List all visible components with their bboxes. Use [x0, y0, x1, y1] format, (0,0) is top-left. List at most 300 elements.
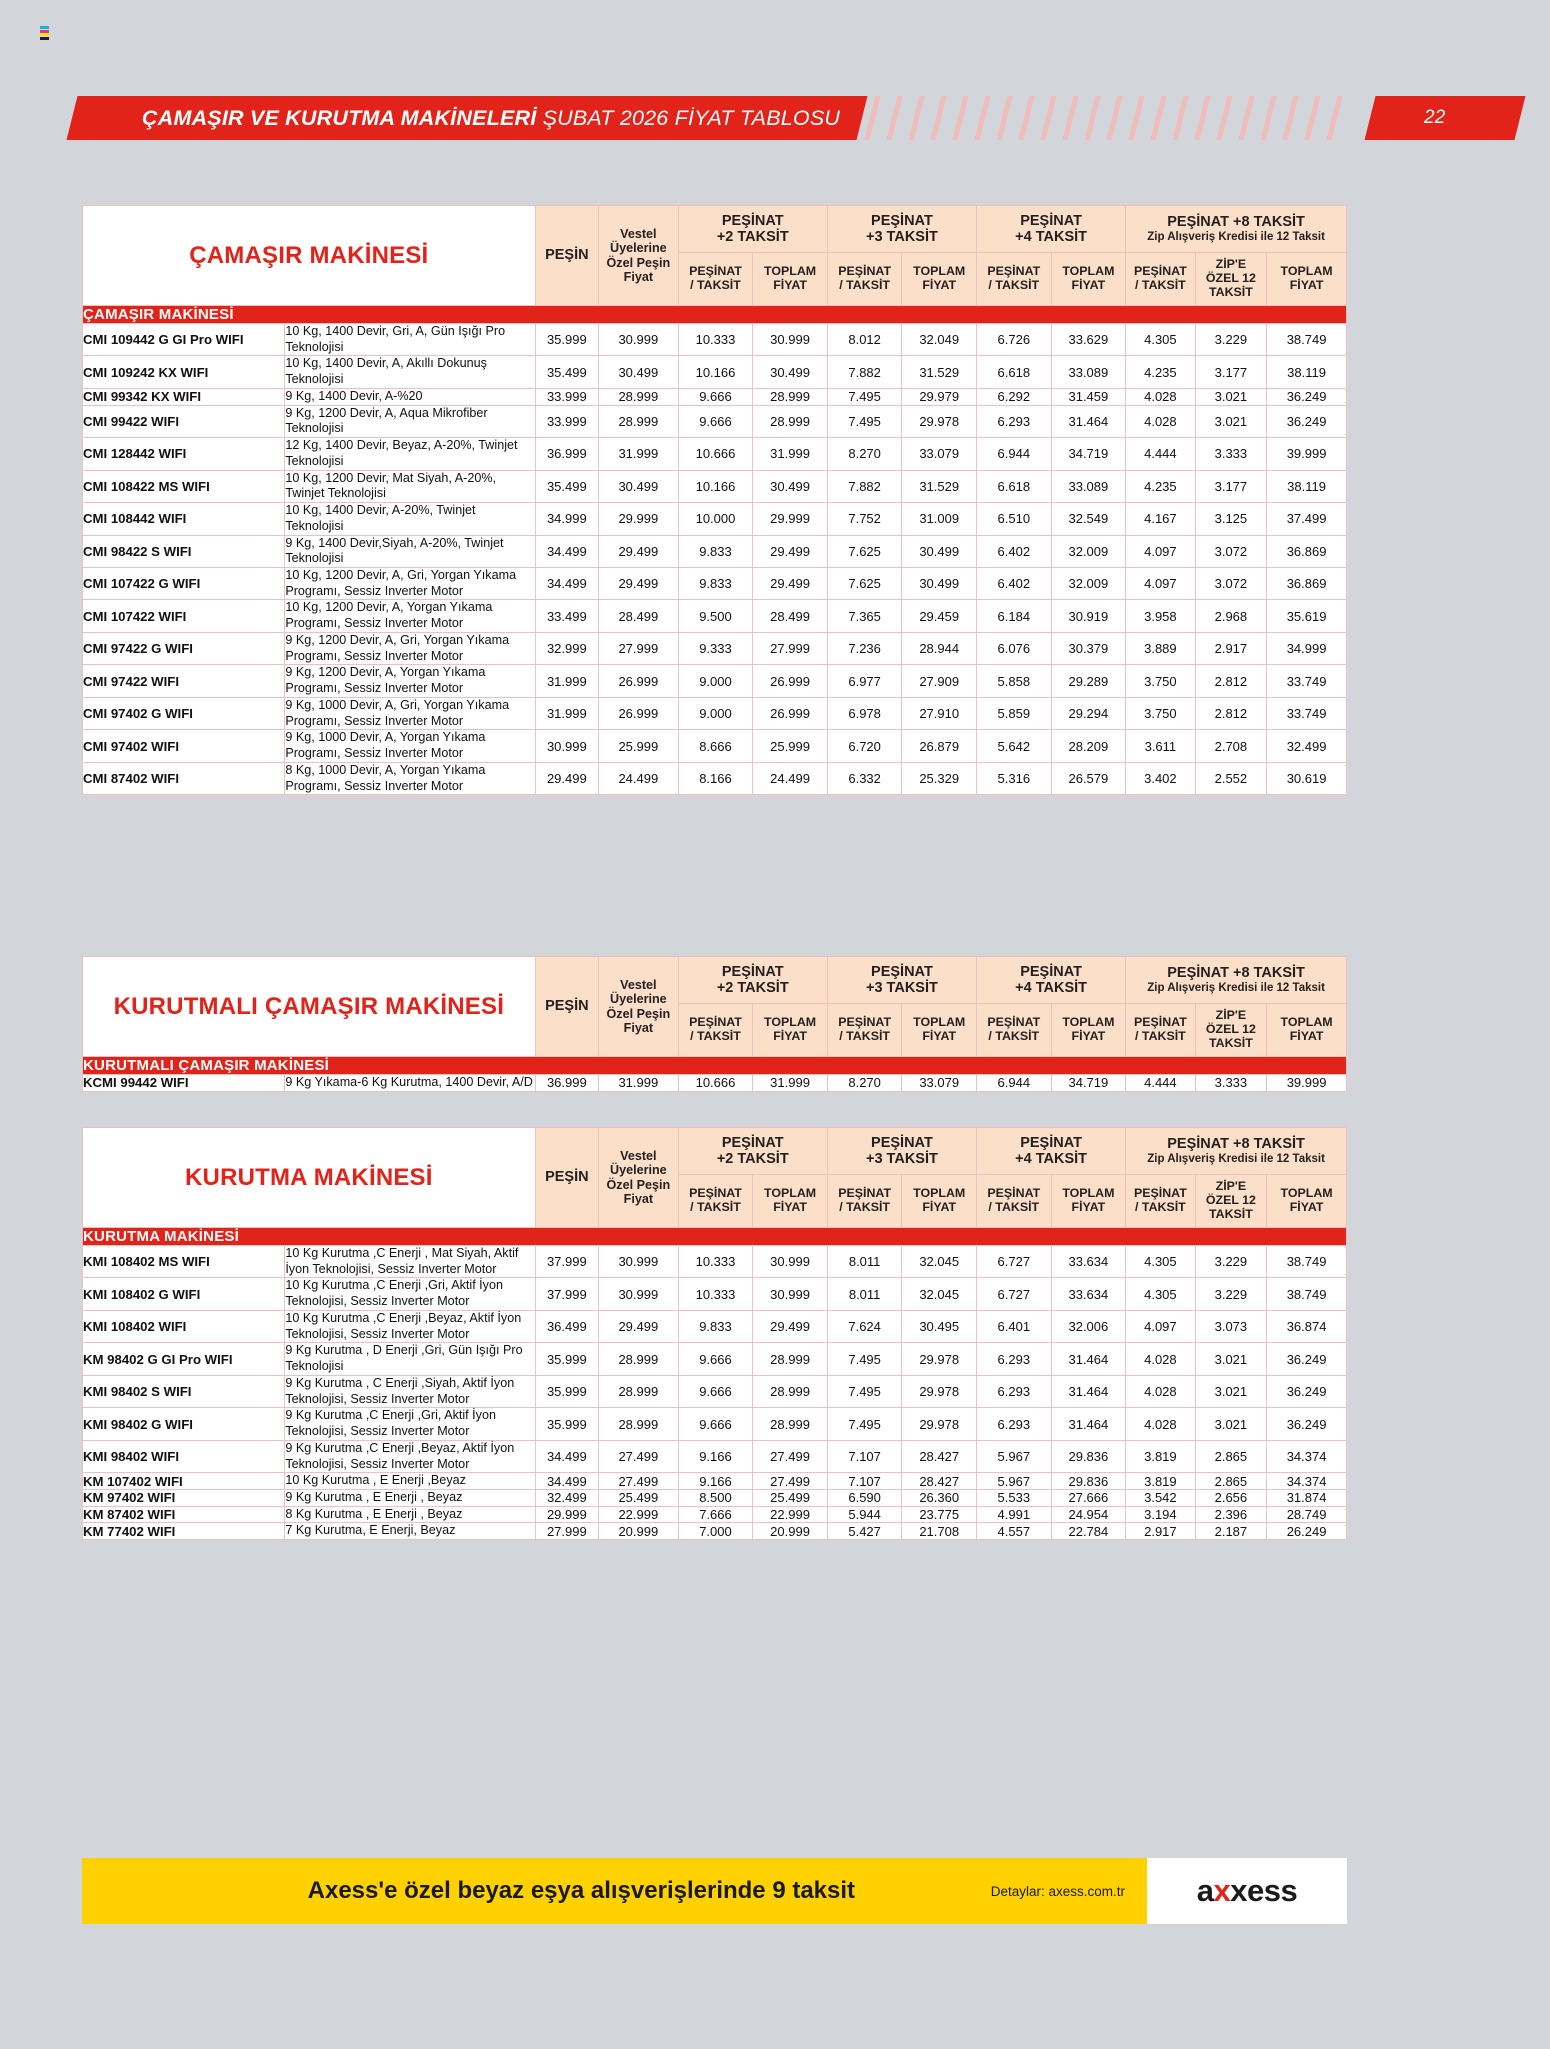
banner-stripe: [1150, 96, 1168, 140]
banner-stripe: [864, 96, 882, 140]
product-model: CMI 128442 WIFI: [83, 438, 285, 470]
price-2-taksit-installment: 9.000: [678, 665, 753, 697]
product-description: 9 Kg, 1200 Devir, A, Aqua Mikrofiber Teknolojisi: [285, 405, 535, 437]
product-description: 10 Kg, 1400 Devir, Gri, A, Gün Işığı Pro Teknolojisi: [285, 324, 535, 356]
price-2-taksit-total: 28.999: [753, 1375, 828, 1407]
price-4-taksit-total: 32.006: [1051, 1310, 1126, 1342]
price-8-taksit-total: 37.499: [1267, 503, 1347, 535]
price-3-taksit-installment: 6.978: [827, 697, 902, 729]
price-pesin: 33.999: [535, 388, 598, 405]
price-4-taksit-installment: 6.402: [977, 535, 1052, 567]
price-2-taksit-installment: 9.166: [678, 1473, 753, 1490]
price-2-taksit-installment: 9.833: [678, 568, 753, 600]
price-8-taksit-installment: 3.750: [1126, 665, 1195, 697]
price-zip-ozel-12: 3.229: [1195, 324, 1267, 356]
price-8-taksit-total: 30.619: [1267, 762, 1347, 794]
price-2-taksit-installment: 9.833: [678, 535, 753, 567]
price-pesin: 30.999: [535, 730, 598, 762]
price-4-taksit-installment: 6.184: [977, 600, 1052, 632]
price-vestel-ozel: 20.999: [599, 1523, 679, 1540]
price-2-taksit-installment: 10.333: [678, 1278, 753, 1310]
price-4-taksit-total: 31.464: [1051, 1343, 1126, 1375]
product-model: CMI 87402 WIFI: [83, 762, 285, 794]
price-4-taksit-installment: 6.727: [977, 1278, 1052, 1310]
price-3-taksit-total: 28.427: [902, 1440, 977, 1472]
registration-marks-icon: [40, 26, 50, 40]
axess-logo-rest: xess: [1230, 1873, 1298, 1908]
column-group-pesinat-2-taksit: PEŞİNAT +2 TAKSİT: [678, 1128, 827, 1175]
price-4-taksit-total: 32.009: [1051, 568, 1126, 600]
price-2-taksit-installment: 8.666: [678, 730, 753, 762]
product-model: CMI 97422 WIFI: [83, 665, 285, 697]
product-model: CMI 109442 G GI Pro WIFI: [83, 324, 285, 356]
price-3-taksit-total: 30.499: [902, 568, 977, 600]
price-8-taksit-installment: 3.958: [1126, 600, 1195, 632]
product-model: CMI 109242 KX WIFI: [83, 356, 285, 388]
page-header-banner: [0, 96, 1550, 156]
table-body: [83, 1228, 1347, 1540]
price-8-taksit-total: 33.749: [1267, 697, 1347, 729]
price-pesin: 31.999: [535, 697, 598, 729]
price-2-taksit-total: 25.999: [753, 730, 828, 762]
banner-stripe: [1238, 96, 1256, 140]
product-description: 9 Kg Kurutma , C Enerji ,Siyah, Aktif İyon Teknolojisi, Sessiz Inverter Motor: [285, 1375, 535, 1407]
column-group-pesinat-8-taksit: PEŞİNAT +8 TAKSİT Zip Alışveriş Kredisi ile 12 Taksit: [1126, 957, 1347, 1004]
column-header-pesin: PEŞİN: [535, 206, 598, 306]
price-2-taksit-total: 26.999: [753, 665, 828, 697]
price-3-taksit-installment: 7.107: [827, 1440, 902, 1472]
price-2-taksit-total: 28.999: [753, 388, 828, 405]
price-2-taksit-total: 30.499: [753, 470, 828, 502]
price-8-taksit-total: 32.499: [1267, 730, 1347, 762]
banner-stripe: [908, 96, 926, 140]
price-8-taksit-installment: 3.819: [1126, 1440, 1195, 1472]
product-description: 10 Kg Kurutma ,C Enerji ,Beyaz, Aktif İyon Teknolojisi, Sessiz Inverter Motor: [285, 1310, 535, 1342]
price-8-taksit-total: 36.249: [1267, 1343, 1347, 1375]
axess-logo: [1197, 1873, 1297, 1909]
column-header-subcolumn-toplam-fiyat-2: TOPLAM FİYAT: [753, 253, 828, 306]
price-2-taksit-installment: 9.666: [678, 1375, 753, 1407]
price-table-2: [82, 956, 1347, 1092]
table-row: [83, 1523, 1347, 1540]
price-8-taksit-total: 36.869: [1267, 535, 1347, 567]
table-title: KURUTMALI ÇAMAŞIR MAKİNESİ: [83, 957, 536, 1057]
price-3-taksit-installment: 8.270: [827, 1075, 902, 1092]
table-row: [83, 632, 1347, 664]
product-description: 9 Kg Kurutma ,C Enerji ,Beyaz, Aktif İyon Teknolojisi, Sessiz Inverter Motor: [285, 1440, 535, 1472]
column-header-subcolumn-pesinat-taksit-8: PEŞİNAT / TAKSİT: [1126, 253, 1195, 306]
price-4-taksit-total: 29.294: [1051, 697, 1126, 729]
price-8-taksit-total: 36.249: [1267, 405, 1347, 437]
price-zip-ozel-12: 2.917: [1195, 632, 1267, 664]
banner-stripe: [1260, 96, 1278, 140]
price-3-taksit-total: 31.009: [902, 503, 977, 535]
price-4-taksit-total: 26.579: [1051, 762, 1126, 794]
price-pesin: 35.999: [535, 1343, 598, 1375]
product-model: KM 77402 WIFI: [83, 1523, 285, 1540]
product-description: 9 Kg, 1200 Devir, A, Yorgan Yıkama Programı, Sessiz Inverter Motor: [285, 665, 535, 697]
price-2-taksit-installment: 10.166: [678, 356, 753, 388]
table-row: [83, 1375, 1347, 1407]
price-3-taksit-installment: 8.011: [827, 1278, 902, 1310]
table-row: [83, 1473, 1347, 1490]
product-model: CMI 107422 G WIFI: [83, 568, 285, 600]
price-3-taksit-total: 21.708: [902, 1523, 977, 1540]
banner-stripe: [1040, 96, 1058, 140]
price-3-taksit-total: 29.979: [902, 388, 977, 405]
price-4-taksit-total: 33.089: [1051, 470, 1126, 502]
column-header-subcolumn-zipe-ozel-12-taksit: ZİP'E ÖZEL 12 TAKSİT: [1195, 1004, 1267, 1057]
price-4-taksit-installment: 6.293: [977, 1343, 1052, 1375]
header-row-groups: [83, 1128, 1347, 1175]
product-description: 10 Kg Kurutma , E Enerji ,Beyaz: [285, 1473, 535, 1490]
price-4-taksit-total: 32.549: [1051, 503, 1126, 535]
price-vestel-ozel: 26.999: [599, 665, 679, 697]
price-4-taksit-installment: 5.858: [977, 665, 1052, 697]
column-header-vestel-ozel-pesin: Vestel Üyelerine Özel Peşin Fiyat: [599, 957, 679, 1057]
price-3-taksit-installment: 7.882: [827, 470, 902, 502]
price-4-taksit-total: 33.634: [1051, 1246, 1126, 1278]
price-2-taksit-installment: 9.666: [678, 1408, 753, 1440]
product-model: CMI 99422 WIFI: [83, 405, 285, 437]
price-zip-ozel-12: 2.812: [1195, 697, 1267, 729]
table-row: [83, 356, 1347, 388]
section-header-row: [83, 1228, 1347, 1246]
price-zip-ozel-12: 3.229: [1195, 1246, 1267, 1278]
table-body: [83, 306, 1347, 795]
banner-stripe: [930, 96, 948, 140]
price-8-taksit-total: 38.749: [1267, 324, 1347, 356]
price-3-taksit-total: 28.427: [902, 1473, 977, 1490]
price-vestel-ozel: 30.999: [599, 1278, 679, 1310]
price-4-taksit-installment: 6.293: [977, 1408, 1052, 1440]
price-4-taksit-installment: 6.076: [977, 632, 1052, 664]
product-model: CMI 97402 G WIFI: [83, 697, 285, 729]
banner-stripe: [974, 96, 992, 140]
product-description: 7 Kg Kurutma, E Enerji, Beyaz: [285, 1523, 535, 1540]
axess-detail-link[interactable]: Detaylar: axess.com.tr: [990, 1883, 1125, 1899]
price-3-taksit-installment: 7.495: [827, 1343, 902, 1375]
price-3-taksit-installment: 7.624: [827, 1310, 902, 1342]
price-3-taksit-total: 33.079: [902, 1075, 977, 1092]
product-description: 9 Kg Kurutma , E Enerji , Beyaz: [285, 1490, 535, 1507]
product-description: 8 Kg Kurutma , E Enerji , Beyaz: [285, 1506, 535, 1523]
price-zip-ozel-12: 3.333: [1195, 1075, 1267, 1092]
product-model: KMI 108402 MS WIFI: [83, 1246, 285, 1278]
price-2-taksit-total: 27.499: [753, 1440, 828, 1472]
axess-promo-message: Axess'e özel beyaz eşya alışverişlerinde 9 taksit: [307, 1877, 856, 1904]
price-8-taksit-installment: 4.097: [1126, 535, 1195, 567]
price-vestel-ozel: 29.499: [599, 535, 679, 567]
price-pesin: 35.499: [535, 356, 598, 388]
price-4-taksit-total: 34.719: [1051, 438, 1126, 470]
price-pesin: 36.499: [535, 1310, 598, 1342]
price-4-taksit-installment: 5.967: [977, 1440, 1052, 1472]
price-4-taksit-installment: 6.402: [977, 568, 1052, 600]
price-vestel-ozel: 31.999: [599, 438, 679, 470]
banner-stripe: [1194, 96, 1212, 140]
price-2-taksit-total: 29.499: [753, 535, 828, 567]
banner-stripe: [952, 96, 970, 140]
price-4-taksit-total: 31.464: [1051, 405, 1126, 437]
column-header-vestel-ozel-pesin: Vestel Üyelerine Özel Peşin Fiyat: [599, 1128, 679, 1228]
price-4-taksit-total: 31.464: [1051, 1408, 1126, 1440]
section-header-label: KURUTMALI ÇAMAŞIR MAKİNESİ: [83, 1057, 1347, 1075]
price-3-taksit-total: 29.459: [902, 600, 977, 632]
price-3-taksit-total: 29.978: [902, 1343, 977, 1375]
price-3-taksit-installment: 7.495: [827, 388, 902, 405]
table-header: [83, 957, 1347, 1057]
price-3-taksit-installment: 8.011: [827, 1246, 902, 1278]
price-vestel-ozel: 29.499: [599, 1310, 679, 1342]
price-3-taksit-installment: 5.427: [827, 1523, 902, 1540]
price-8-taksit-installment: 4.097: [1126, 568, 1195, 600]
price-4-taksit-total: 31.459: [1051, 388, 1126, 405]
product-description: 10 Kg, 1200 Devir, Mat Siyah, A-20%, Twinjet Teknolojisi: [285, 470, 535, 502]
price-3-taksit-total: 26.879: [902, 730, 977, 762]
section-header-row: [83, 1057, 1347, 1075]
price-8-taksit-total: 34.999: [1267, 632, 1347, 664]
column-header-subcolumn-toplam-fiyat-3: TOPLAM FİYAT: [902, 1175, 977, 1228]
price-4-taksit-total: 33.629: [1051, 324, 1126, 356]
price-8-taksit-total: 36.249: [1267, 388, 1347, 405]
column-header-subcolumn-pesinat-taksit-4: PEŞİNAT / TAKSİT: [977, 1175, 1052, 1228]
price-8-taksit-installment: 4.444: [1126, 1075, 1195, 1092]
price-3-taksit-total: 30.495: [902, 1310, 977, 1342]
column-header-subcolumn-toplam-fiyat-8: TOPLAM FİYAT: [1267, 1175, 1347, 1228]
column-header-subcolumn-pesinat-taksit-4: PEŞİNAT / TAKSİT: [977, 1004, 1052, 1057]
banner-stripe: [996, 96, 1014, 140]
price-3-taksit-total: 32.045: [902, 1278, 977, 1310]
price-8-taksit-installment: 4.444: [1126, 438, 1195, 470]
price-zip-ozel-12: 3.229: [1195, 1278, 1267, 1310]
column-group-pesinat-8-taksit: PEŞİNAT +8 TAKSİT Zip Alışveriş Kredisi ile 12 Taksit: [1126, 206, 1347, 253]
product-description: 9 Kg, 1000 Devir, A, Gri, Yorgan Yıkama Programı, Sessiz Inverter Motor: [285, 697, 535, 729]
price-2-taksit-installment: 9.000: [678, 697, 753, 729]
price-2-taksit-total: 29.499: [753, 1310, 828, 1342]
price-zip-ozel-12: 3.333: [1195, 438, 1267, 470]
column-header-subcolumn-zipe-ozel-12-taksit: ZİP'E ÖZEL 12 TAKSİT: [1195, 253, 1267, 306]
table-body: [83, 1057, 1347, 1092]
price-2-taksit-total: 31.999: [753, 1075, 828, 1092]
table-row: [83, 405, 1347, 437]
banner-stripe: [1304, 96, 1322, 140]
price-vestel-ozel: 28.999: [599, 1408, 679, 1440]
price-2-taksit-installment: 7.000: [678, 1523, 753, 1540]
banner-stripe: [1106, 96, 1124, 140]
price-8-taksit-installment: 2.917: [1126, 1523, 1195, 1540]
price-zip-ozel-12: 3.021: [1195, 388, 1267, 405]
price-vestel-ozel: 30.999: [599, 1246, 679, 1278]
price-8-taksit-installment: 3.819: [1126, 1473, 1195, 1490]
table-row: [83, 1506, 1347, 1523]
price-2-taksit-total: 27.999: [753, 632, 828, 664]
price-2-taksit-total: 22.999: [753, 1506, 828, 1523]
price-3-taksit-total: 25.329: [902, 762, 977, 794]
axess-logo-x: x: [1213, 1873, 1231, 1908]
product-description: 9 Kg, 1200 Devir, A, Gri, Yorgan Yıkama Programı, Sessiz Inverter Motor: [285, 632, 535, 664]
axess-promo-banner: [82, 1858, 1347, 1924]
price-4-taksit-installment: 6.944: [977, 438, 1052, 470]
price-zip-ozel-12: 3.073: [1195, 1310, 1267, 1342]
price-8-taksit-installment: 3.194: [1126, 1506, 1195, 1523]
table-row: [83, 600, 1347, 632]
price-vestel-ozel: 30.999: [599, 324, 679, 356]
price-8-taksit-installment: 4.305: [1126, 1246, 1195, 1278]
price-3-taksit-installment: 6.332: [827, 762, 902, 794]
column-group-pesinat-4-taksit: PEŞİNAT +4 TAKSİT: [977, 957, 1126, 1004]
price-3-taksit-installment: 7.107: [827, 1473, 902, 1490]
price-3-taksit-installment: 7.625: [827, 568, 902, 600]
price-2-taksit-installment: 10.000: [678, 503, 753, 535]
price-pesin: 37.999: [535, 1278, 598, 1310]
price-vestel-ozel: 25.999: [599, 730, 679, 762]
table-header: [83, 206, 1347, 306]
price-8-taksit-total: 39.999: [1267, 1075, 1347, 1092]
price-4-taksit-installment: 6.293: [977, 1375, 1052, 1407]
price-pesin: 35.499: [535, 470, 598, 502]
price-2-taksit-total: 28.999: [753, 1343, 828, 1375]
price-2-taksit-total: 30.999: [753, 1246, 828, 1278]
product-description: 9 Kg Yıkama-6 Kg Kurutma, 1400 Devir, A/D: [285, 1075, 535, 1092]
price-vestel-ozel: 28.999: [599, 405, 679, 437]
table-row: [83, 762, 1347, 794]
price-2-taksit-installment: 9.666: [678, 388, 753, 405]
price-2-taksit-total: 30.999: [753, 324, 828, 356]
column-group-pesinat-3-taksit: PEŞİNAT +3 TAKSİT: [827, 206, 976, 253]
price-pesin: 27.999: [535, 1523, 598, 1540]
price-zip-ozel-12: 2.552: [1195, 762, 1267, 794]
price-vestel-ozel: 30.499: [599, 356, 679, 388]
table-row: [83, 388, 1347, 405]
price-4-taksit-total: 29.836: [1051, 1440, 1126, 1472]
price-3-taksit-total: 23.775: [902, 1506, 977, 1523]
price-8-taksit-total: 26.249: [1267, 1523, 1347, 1540]
product-description: 10 Kg, 1400 Devir, A-20%, Twinjet Teknolojisi: [285, 503, 535, 535]
price-3-taksit-total: 31.529: [902, 470, 977, 502]
price-8-taksit-installment: 4.305: [1126, 1278, 1195, 1310]
price-vestel-ozel: 28.999: [599, 1343, 679, 1375]
price-4-taksit-installment: 6.292: [977, 388, 1052, 405]
column-header-pesin: PEŞİN: [535, 1128, 598, 1228]
price-8-taksit-total: 28.749: [1267, 1506, 1347, 1523]
column-header-subcolumn-toplam-fiyat-2: TOPLAM FİYAT: [753, 1175, 828, 1228]
price-2-taksit-installment: 10.333: [678, 324, 753, 356]
product-description: 10 Kg, 1400 Devir, A, Akıllı Dokunuş Teknolojisi: [285, 356, 535, 388]
price-4-taksit-installment: 4.991: [977, 1506, 1052, 1523]
price-2-taksit-installment: 9.166: [678, 1440, 753, 1472]
table-row: [83, 1310, 1347, 1342]
column-header-subcolumn-toplam-fiyat-3: TOPLAM FİYAT: [902, 253, 977, 306]
price-2-taksit-total: 27.499: [753, 1473, 828, 1490]
price-vestel-ozel: 26.999: [599, 697, 679, 729]
price-vestel-ozel: 27.499: [599, 1440, 679, 1472]
price-8-taksit-total: 38.119: [1267, 356, 1347, 388]
price-2-taksit-total: 29.499: [753, 568, 828, 600]
price-3-taksit-installment: 7.236: [827, 632, 902, 664]
table-row: [83, 1246, 1347, 1278]
price-8-taksit-total: 38.749: [1267, 1246, 1347, 1278]
price-3-taksit-total: 32.045: [902, 1246, 977, 1278]
price-zip-ozel-12: 3.125: [1195, 503, 1267, 535]
price-3-taksit-total: 26.360: [902, 1490, 977, 1507]
price-vestel-ozel: 29.999: [599, 503, 679, 535]
price-zip-ozel-12: 3.021: [1195, 1375, 1267, 1407]
price-8-taksit-installment: 4.028: [1126, 405, 1195, 437]
price-4-taksit-total: 32.009: [1051, 535, 1126, 567]
column-header-vestel-ozel-pesin: Vestel Üyelerine Özel Peşin Fiyat: [599, 206, 679, 306]
price-4-taksit-total: 30.919: [1051, 600, 1126, 632]
header-row-groups: [83, 957, 1347, 1004]
price-vestel-ozel: 29.499: [599, 568, 679, 600]
section-header-row: [83, 306, 1347, 324]
product-description: 9 Kg, 1400 Devir,Siyah, A-20%, Twinjet Teknolojisi: [285, 535, 535, 567]
price-vestel-ozel: 25.499: [599, 1490, 679, 1507]
banner-title: [142, 96, 840, 140]
price-2-taksit-total: 31.999: [753, 438, 828, 470]
price-pesin: 36.999: [535, 438, 598, 470]
price-2-taksit-installment: 9.666: [678, 1343, 753, 1375]
banner-stripe: [1018, 96, 1036, 140]
price-8-taksit-total: 33.749: [1267, 665, 1347, 697]
price-3-taksit-installment: 7.365: [827, 600, 902, 632]
price-2-taksit-total: 24.499: [753, 762, 828, 794]
price-4-taksit-total: 30.379: [1051, 632, 1126, 664]
price-8-taksit-installment: 4.028: [1126, 388, 1195, 405]
column-group-pesinat-3-taksit: PEŞİNAT +3 TAKSİT: [827, 1128, 976, 1175]
price-4-taksit-installment: 6.293: [977, 405, 1052, 437]
price-4-taksit-total: 27.666: [1051, 1490, 1126, 1507]
column-header-subcolumn-pesinat-taksit-2: PEŞİNAT / TAKSİT: [678, 1004, 753, 1057]
price-3-taksit-total: 31.529: [902, 356, 977, 388]
table-row: [83, 730, 1347, 762]
column-header-pesin: PEŞİN: [535, 957, 598, 1057]
table-title: KURUTMA MAKİNESİ: [83, 1128, 536, 1228]
product-model: KMI 98402 WIFI: [83, 1440, 285, 1472]
price-4-taksit-installment: 4.557: [977, 1523, 1052, 1540]
price-3-taksit-total: 29.978: [902, 405, 977, 437]
price-pesin: 33.499: [535, 600, 598, 632]
price-vestel-ozel: 22.999: [599, 1506, 679, 1523]
column-group-pesinat-8-taksit: PEŞİNAT +8 TAKSİT Zip Alışveriş Kredisi ile 12 Taksit: [1126, 1128, 1347, 1175]
price-zip-ozel-12: 3.021: [1195, 1343, 1267, 1375]
price-3-taksit-total: 32.049: [902, 324, 977, 356]
price-pesin: 32.499: [535, 1490, 598, 1507]
price-zip-ozel-12: 3.072: [1195, 535, 1267, 567]
price-pesin: 35.999: [535, 324, 598, 356]
banner-stripe: [1128, 96, 1146, 140]
price-2-taksit-total: 29.999: [753, 503, 828, 535]
product-model: KMI 98402 S WIFI: [83, 1375, 285, 1407]
table-title: ÇAMAŞIR MAKİNESİ: [83, 206, 536, 306]
price-vestel-ozel: 24.499: [599, 762, 679, 794]
price-zip-ozel-12: 2.187: [1195, 1523, 1267, 1540]
price-zip-ozel-12: 3.021: [1195, 405, 1267, 437]
product-description: 10 Kg Kurutma ,C Enerji , Mat Siyah, Aktif İyon Teknolojisi, Sessiz Inverter Motor: [285, 1246, 535, 1278]
price-4-taksit-installment: 6.726: [977, 324, 1052, 356]
table-row: [83, 535, 1347, 567]
price-pesin: 37.999: [535, 1246, 598, 1278]
product-model: KMI 108402 G WIFI: [83, 1278, 285, 1310]
price-zip-ozel-12: 2.812: [1195, 665, 1267, 697]
price-pesin: 35.999: [535, 1375, 598, 1407]
price-4-taksit-total: 31.464: [1051, 1375, 1126, 1407]
banner-stripe: [1172, 96, 1190, 140]
product-description: 8 Kg, 1000 Devir, A, Yorgan Yıkama Programı, Sessiz Inverter Motor: [285, 762, 535, 794]
price-8-taksit-installment: 3.402: [1126, 762, 1195, 794]
table-row: [83, 1408, 1347, 1440]
banner-stripe: [1326, 96, 1344, 140]
